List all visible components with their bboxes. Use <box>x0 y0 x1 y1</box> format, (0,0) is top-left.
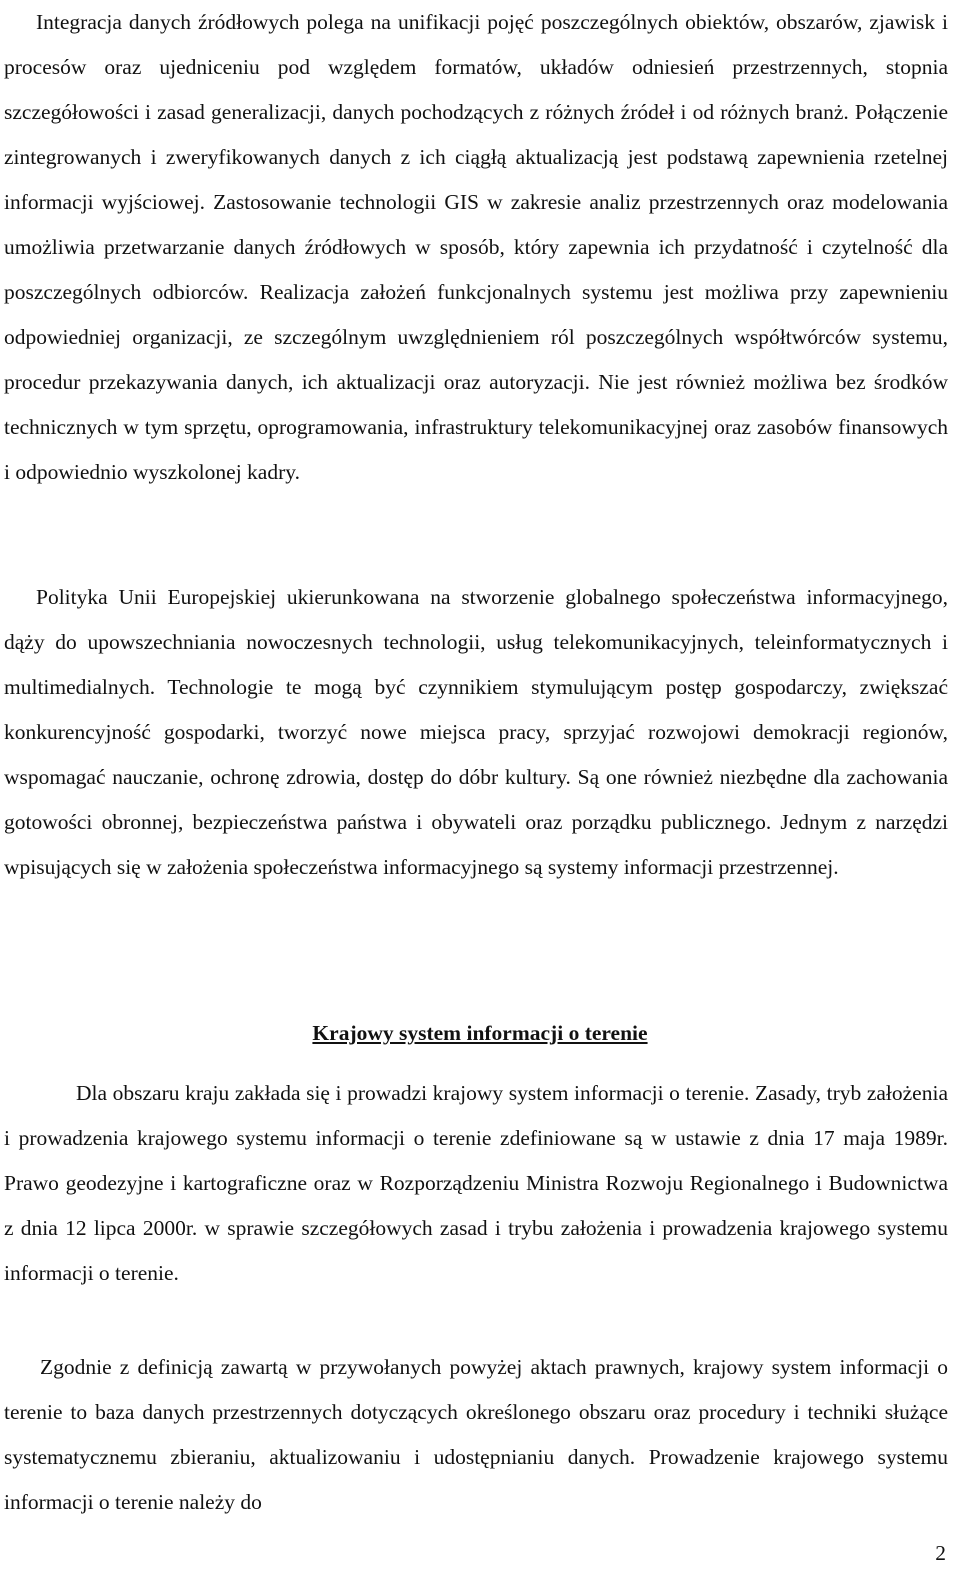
paragraph-eu-policy: Polityka Unii Europejskiej ukierunkowana na stworzenie globalnego społeczeństwa informacyjnego, dąży do upowszechniania nowoczesnych technologii, usług telekomunikacyjnych, teleinformatycznych i multimedialnych. Technologie te mogą być czynnikiem stymulującym postęp gospodarczy, zwiększać konkurencyjność gospodarki, tworzyć nowe miejsca pracy, sprzyjać rozwojowi demokracji regionów, wspomagać nauczanie, ochronę zdrowia, dostęp do dóbr kultury. Są one również niezbędne dla zachowania gotowości obronnej, bezpieczeństwa państwa i obywateli oraz porządku publicznego. Jednym z narzędzi wpisujących się w założenia społeczeństwa informacyjnego są systemy informacji przestrzennej. <box>4 585 948 879</box>
section-heading: Krajowy system informacji o terenie <box>312 1021 648 1045</box>
paragraph-definition: Zgodnie z definicją zawartą w przywołanych powyżej aktach prawnych, krajowy system informacji o terenie to baza danych przestrzennych dotyczących określonego obszaru oraz procedury i techniki służące systematycznemu zbieraniu, aktualizowaniu i udostępnianiu danych. Prowadzenie krajowego systemu informacji o terenie należy do <box>4 1355 948 1514</box>
paragraph-national-system: Dla obszaru kraju zakłada się i prowadzi krajowy system informacji o terenie. Zasady, tryb założenia i prowadzenia krajowego systemu informacji o terenie zdefiniowane są w ustawie z dnia 17 maja 1989r. Prawo geodezyjne i kartograficzne oraz w Rozporządzeniu Ministra Rozwoju Regionalnego i Budownictwa z dnia 12 lipca 2000r. w sprawie szczegółowych zasad i trybu założenia i prowadzenia krajowego systemu informacji o terenie. <box>4 1081 948 1285</box>
page-number: 2 <box>935 1541 946 1565</box>
paragraph-data-integration: Integracja danych źródłowych polega na unifikacji pojęć poszczególnych obiektów, obszarów, zjawisk i procesów oraz ujedniceniu pod względem formatów, układów odniesień przestrzennych, stopnia szczegółowości i zasad generalizacji, danych pochodzących z różnych źródeł i od różnych branż. Połączenie zintegrowanych i zweryfikowanych danych z ich ciągłą aktualizacją jest podstawą zapewnienia rzetelnej informacji wyjściowej. Zastosowanie technologii GIS w zakresie analiz przestrzennych oraz modelowania umożliwia przetwarzanie danych źródłowych w sposób, który zapewnia ich przydatność i czytelność dla poszczególnych odbiorców. Realizacja założeń funkcjonalnych systemu jest możliwa przy zapewnieniu odpowiedniej organizacji, ze szczególnym uwzględnieniem ról poszczególnych współtwórców systemu, procedur przekazywania danych, ich aktualizacji oraz autoryzacji. Nie jest również możliwa bez środków technicznych w tym sprzętu, oprogramowania, infrastruktury telekomunikacyjnej oraz zasobów finansowych i odpowiednio wyszkolonej kadry. <box>4 10 948 484</box>
